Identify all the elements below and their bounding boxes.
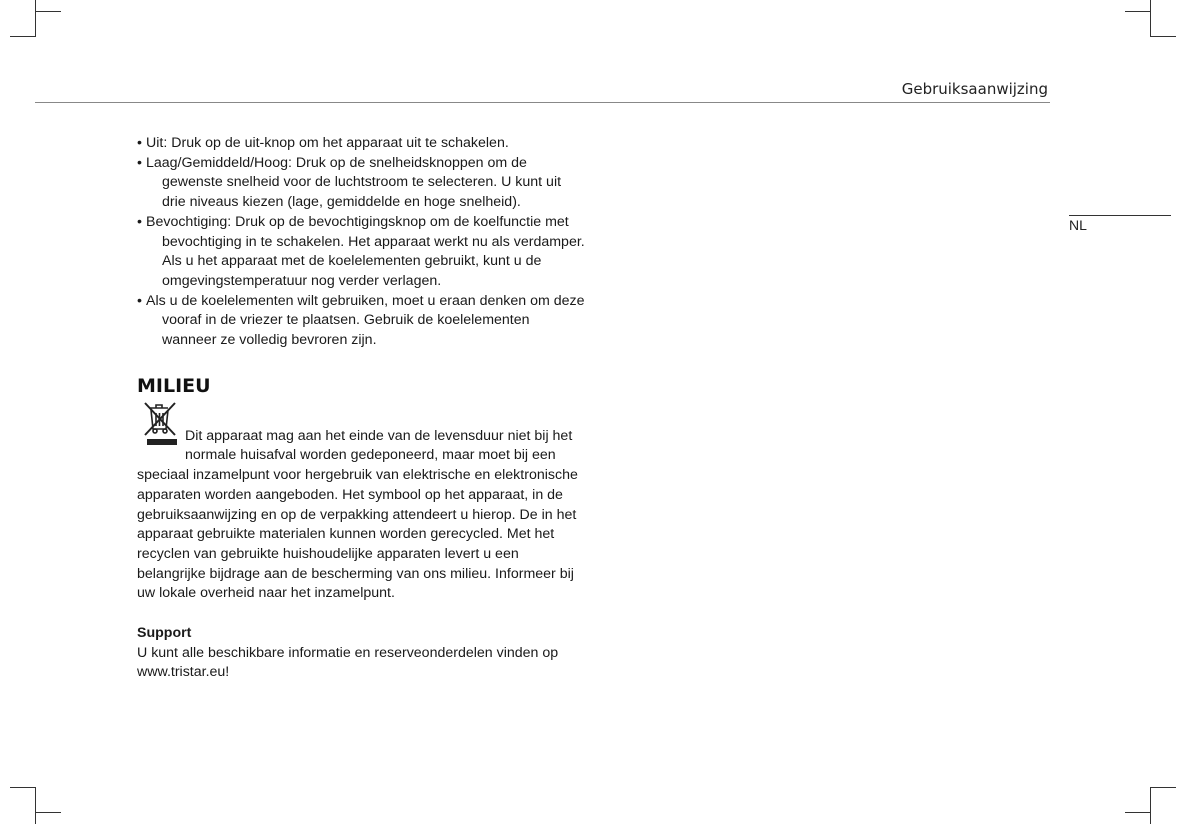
main-content — [137, 134, 587, 683]
list-item — [137, 213, 587, 292]
list-item — [137, 154, 587, 213]
function-list — [137, 134, 587, 351]
list-item-text: Bevochtiging: Druk op de bevochtigingsknop om de koelfunctie met bevochtiging in te schakelen. Het apparaat werkt nu als verdamper. Als u het apparaat met de koelelementen gebruikt, kunt u de omgevingstemperatuur nog verder verlagen. — [146, 213, 585, 289]
milieu-text: Dit apparaat mag aan het einde van de levensduur niet bij het normale huisafval worden gedeponeerd, maar moet bij een speciaal inzamelpunt voor hergebruik van elektrische en elektronische apparaten worden aangeboden. Het symbool op het apparaat, in de gebruiksaanwijzing en op de verpakking attendeert u hierop. De in het apparaat gebruikte materialen kunnen worden gerecycled. Met het recyclen van gebruikte huishoudelijke apparaten levert u een belangrijke bijdrage aan de bescherming van ons milieu. Informeer bij uw lokale overheid naar het inzamelpunt. — [137, 427, 578, 602]
list-item-text: Uit: Druk op de uit-knop om het apparaat uit te schakelen. — [146, 135, 509, 151]
header-divider — [35, 102, 1050, 103]
bullet-marker: • — [137, 213, 142, 230]
list-item — [137, 134, 587, 154]
bullet-marker: • — [137, 292, 142, 309]
bullet-marker: • — [137, 135, 142, 151]
support-heading: Support — [137, 625, 192, 642]
language-tab-label: NL — [1069, 217, 1087, 233]
bullet-marker: • — [137, 154, 142, 171]
list-item-text: Als u de koelelementen wilt gebruiken, moet u eraan denken om deze vooraf in de vriezer te plaatsen. Gebruik de koelelementen wanneer ze volledig bevroren zijn. — [146, 292, 585, 349]
list-item — [137, 292, 587, 351]
list-item-text: Laag/Gemiddeld/Hoog: Druk op de snelheidsknoppen om de gewenste snelheid voor de luchtstroom te selecteren. U kunt uit drie niveaus kiezen (lage, gemiddelde en hoge snelheid). — [146, 154, 562, 211]
page-header-title: Gebruiksaanwijzing — [901, 80, 1048, 98]
milieu-heading: MILIEU — [137, 374, 211, 397]
crossed-out-wheelie-bin-icon — [137, 399, 181, 447]
milieu-section — [137, 399, 587, 604]
support-text: U kunt alle beschikbare informatie en reserveonderdelen vinden op www.tristar.eu! — [137, 644, 559, 681]
language-tab-divider — [1069, 215, 1171, 216]
